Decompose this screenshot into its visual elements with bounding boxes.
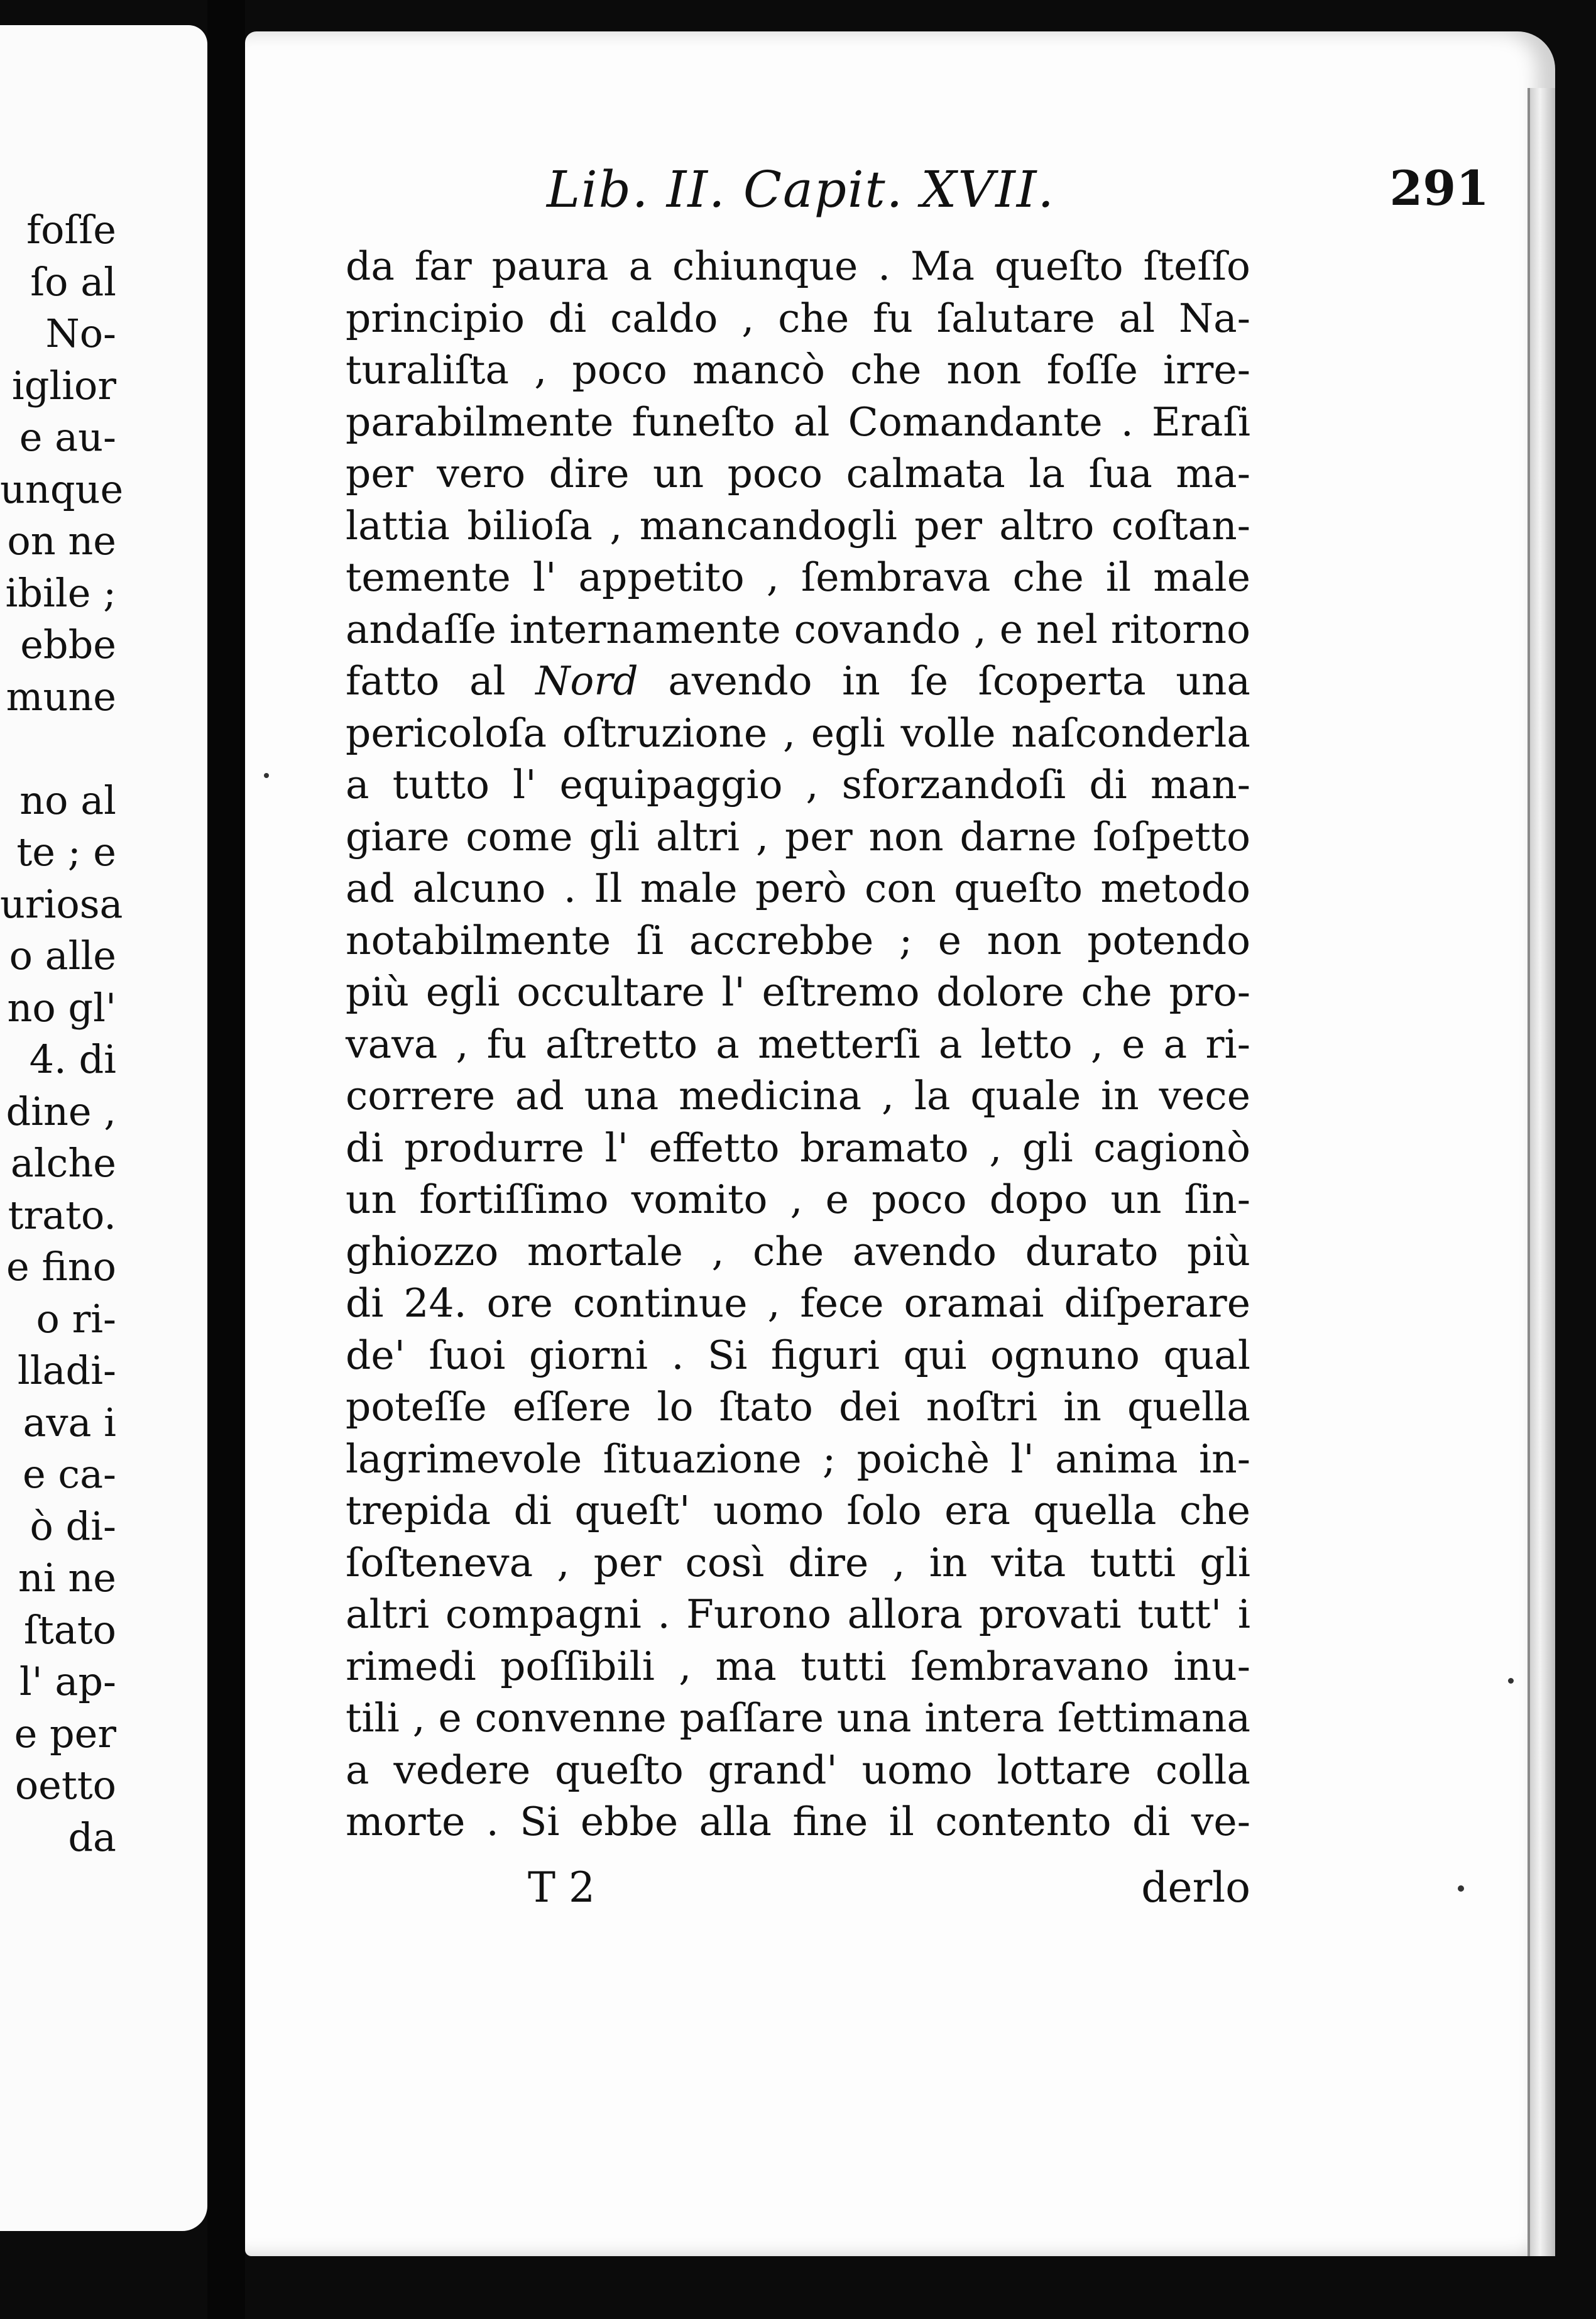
- running-head: [547, 160, 1489, 229]
- text-line: principio di caldo , che fu ſalutare al Na-: [346, 295, 1250, 341]
- page-number: 291: [1389, 160, 1489, 216]
- left-page-line: l' ap-: [19, 1658, 116, 1704]
- left-page-line: e au-: [19, 414, 116, 460]
- book-gutter: [207, 0, 245, 2319]
- text-line: fatto al Nord avendo in ſe ſcoperta una: [346, 658, 1250, 704]
- left-page-line: ſo al: [30, 258, 116, 305]
- text-line: a vedere queſto grand' uomo lottare colla: [346, 1746, 1250, 1793]
- text-line: vava , fu aſtretto a metterſi a letto , e a ri-: [346, 1021, 1250, 1067]
- left-page-line: e fino: [6, 1244, 116, 1290]
- left-page-line: 4. di: [29, 1036, 116, 1082]
- left-page-line: ava i: [23, 1399, 116, 1445]
- left-page-line: no gl': [7, 984, 116, 1031]
- body-text: [346, 241, 1250, 1848]
- left-page-line: No-: [45, 310, 116, 356]
- left-page-line: alche: [10, 1140, 116, 1186]
- left-page-line: dine ,: [6, 1088, 116, 1134]
- text-line: ad alcuno . Il male però con queſto metodo: [346, 865, 1250, 911]
- text-line: poteſſe eſſere lo ſtato dei noſtri in quella: [346, 1384, 1250, 1430]
- ink-speck: [1508, 1678, 1514, 1684]
- left-page-line: o alle: [9, 933, 116, 979]
- text-line: parabilmente funeſto al Comandante . Eraſi: [346, 398, 1250, 445]
- catchword: derlo: [1141, 1863, 1250, 1912]
- right-page: [245, 31, 1555, 2256]
- text-line: andaſſe internamente covando , e nel ritorno: [346, 606, 1250, 652]
- text-line: morte . Si ebbe alla fine il contento di ve-: [346, 1799, 1250, 1845]
- text-line: lagrimevole ſituazione ; poichè l' anima in-: [346, 1435, 1250, 1482]
- text-line: trepida di queſt' uomo ſolo era quella che: [346, 1488, 1250, 1533]
- left-page-line: unque: [0, 466, 124, 512]
- left-page-line: o ri-: [36, 1295, 116, 1342]
- text-line: temente l' appetito , ſembrava che il male: [346, 554, 1250, 600]
- text-line: lattia bilioſa , mancandogli per altro coſtan-: [346, 502, 1250, 549]
- text-line: correre ad una medicina , la quale in vece: [346, 1073, 1250, 1119]
- left-page-line: ò di-: [30, 1503, 116, 1549]
- left-page-line: uriosa: [0, 880, 123, 927]
- left-page-fragment: [0, 25, 207, 2231]
- text-line: turaliſta , poco mancò che non foſſe irre-: [346, 347, 1250, 393]
- text-line: un fortiſſimo vomito , e poco dopo un ſin-: [346, 1176, 1250, 1222]
- text-line: de' ſuoi giorni . Si figuri qui ognuno qual: [346, 1332, 1250, 1378]
- text-line: a tutto l' equipaggio , sforzandoſi di man-: [346, 762, 1250, 808]
- left-page-line: da: [68, 1814, 116, 1860]
- left-page-line: lladi-: [17, 1347, 116, 1393]
- left-page-line: oetto: [14, 1762, 116, 1808]
- text-line: notabilmente ſi accrebbe ; e non potendo: [346, 917, 1250, 963]
- left-page-line: foſſe: [26, 207, 116, 253]
- left-page-line: e ca-: [22, 1451, 116, 1497]
- ink-speck: [264, 773, 269, 778]
- page-footer: [346, 1863, 1250, 1920]
- text-line: giare come gli altri , per non darne ſoſpetto: [346, 813, 1250, 860]
- text-line: per vero dire un poco calmata la ſua ma-: [346, 451, 1250, 496]
- text-line: ghiozzo mortale , che avendo durato più: [346, 1228, 1250, 1275]
- text-line: di produrre l' effetto bramato , gli cagionò: [346, 1124, 1250, 1171]
- text-line: pericoloſa oſtruzione , egli volle naſconderla: [346, 710, 1250, 756]
- text-line: altri compagni . Furono allora provati tutt' i: [346, 1591, 1250, 1637]
- left-page-line: ebbe: [20, 622, 116, 667]
- text-line: tili , e convenne paſſare una intera ſettimana: [346, 1695, 1250, 1741]
- left-page-line: on ne: [7, 518, 116, 564]
- page-edge: [1528, 88, 1555, 2256]
- left-page-line: e per: [14, 1710, 116, 1757]
- text-line: più egli occultare l' eſtremo dolore che pro-: [346, 969, 1250, 1015]
- left-page-line: iglior: [11, 362, 116, 408]
- left-page-line: ibile ;: [5, 569, 116, 616]
- left-page-line: trato.: [8, 1192, 116, 1238]
- italic-place-name: Nord: [535, 658, 638, 704]
- text-line: rimedi poſſibili , ma tutti ſembravano inu-: [346, 1643, 1250, 1689]
- left-page-line: ni ne: [18, 1555, 116, 1601]
- ink-speck: [1458, 1885, 1464, 1892]
- left-page-line: te ; e: [16, 829, 116, 875]
- left-page-line: mune: [6, 673, 116, 720]
- running-head-title: Lib. II. Capit. XVII.: [547, 160, 1055, 219]
- text-line: di 24. ore continue , fece oramai diſperare: [346, 1280, 1250, 1326]
- text-line: ſoſteneva , per così dire , in vita tutti gli: [346, 1539, 1250, 1586]
- signature-mark: T 2: [528, 1863, 595, 1912]
- text-line: da far paura a chiunque . Ma queſto ſteſſo: [346, 243, 1250, 289]
- left-page-line: no al: [19, 777, 116, 823]
- left-page-line: ſtato: [23, 1606, 116, 1653]
